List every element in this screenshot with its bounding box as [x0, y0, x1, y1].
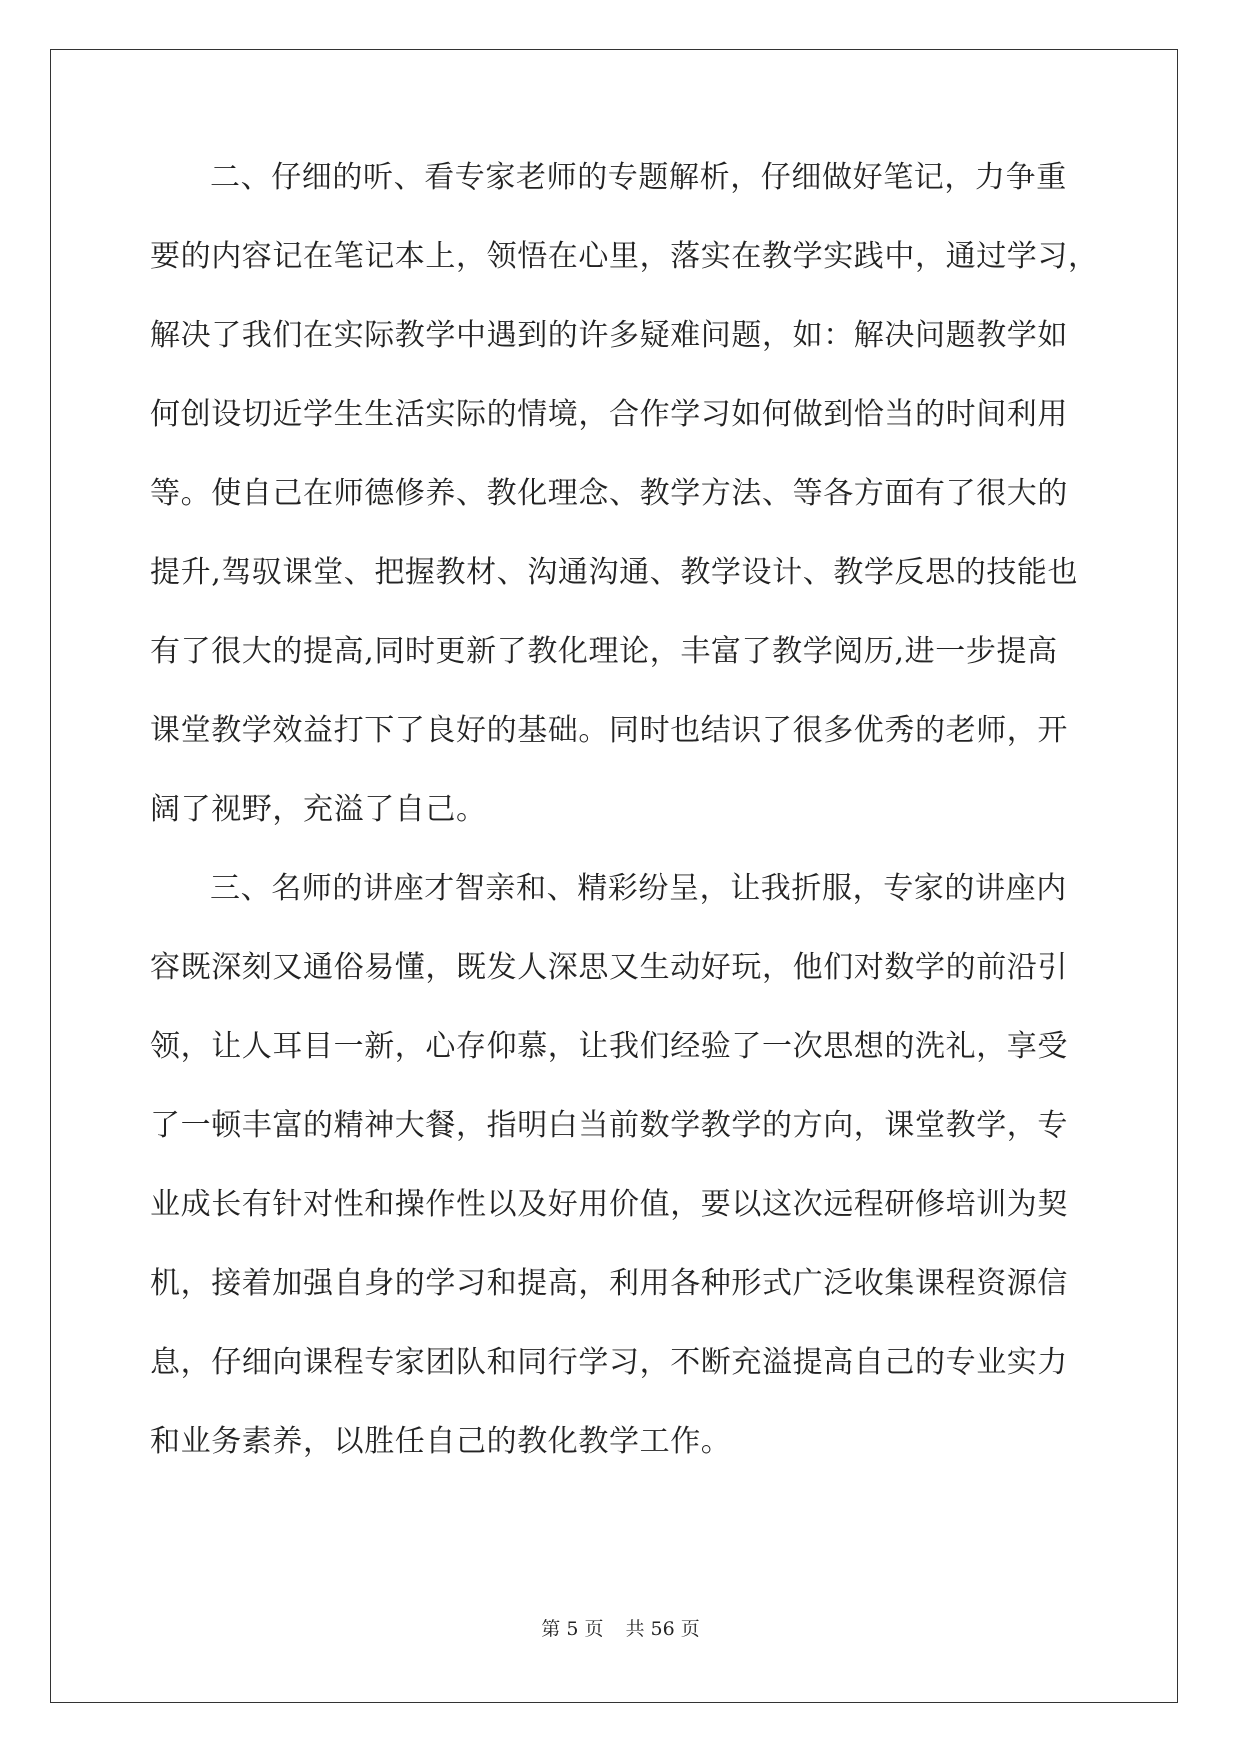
paragraph-3-line: 和业务素养，以胜任自己的教化教学工作。 — [150, 1424, 732, 1459]
paragraph-2-line: 二、仔细的听、看专家老师的专题解析，仔细做好笔记，力争重 — [210, 160, 1067, 195]
paragraph-3-line: 业成长有针对性和操作性以及好用价值，要以这次远程研修培训为契 — [150, 1187, 1068, 1222]
paragraph-2-line: 阔了视野，充溢了自己。 — [150, 792, 487, 827]
paragraph-3-line: 三、名师的讲座才智亲和、精彩纷呈，让我折服，专家的讲座内 — [210, 871, 1067, 906]
paragraph-2-line: 等。使自己在师德修养、教化理念、教学方法、等各方面有了很大的 — [150, 476, 1068, 511]
paragraph-3-line: 领，让人耳目一新，心存仰慕，让我们经验了一次思想的洗礼，享受 — [150, 1029, 1068, 1064]
paragraph-3-line: 容既深刻又通俗易懂，既发人深思又生动好玩，他们对数学的前沿引 — [150, 950, 1068, 985]
paragraph-2-line: 解决了我们在实际教学中遇到的许多疑难问题，如：解决问题教学如 — [150, 318, 1068, 353]
document-body — [150, 158, 1099, 1501]
paragraph-2-line: 提升,驾驭课堂、把握教材、沟通沟通、教学设计、教学反思的技能也 — [150, 555, 1079, 590]
page-number: 第 5 页 — [541, 1618, 604, 1640]
paragraph-2-line: 有了很大的提高,同时更新了教化理论，丰富了教学阅历,进一步提高 — [150, 634, 1058, 669]
paragraph-3-line: 机，接着加强自身的学习和提高，利用各种形式广泛收集课程资源信 — [150, 1266, 1068, 1301]
paragraph-2-line: 要的内容记在笔记本上，领悟在心里，落实在教学实践中，通过学习， — [150, 239, 1099, 274]
paragraph-2-line: 何创设切近学生生活实际的情境，合作学习如何做到恰当的时间利用 — [150, 397, 1068, 432]
paragraph-2-line: 课堂教学效益打下了良好的基础。同时也结识了很多优秀的老师，开 — [150, 713, 1068, 748]
total-pages: 共 56 页 — [625, 1618, 700, 1640]
paragraph-3-line: 息，仔细向课程专家团队和同行学习，不断充溢提高自己的专业实力 — [150, 1345, 1068, 1380]
paragraph-3-line: 了一顿丰富的精神大餐，指明白当前数学教学的方向，课堂教学，专 — [150, 1108, 1068, 1143]
page-footer — [0, 1614, 1241, 1641]
